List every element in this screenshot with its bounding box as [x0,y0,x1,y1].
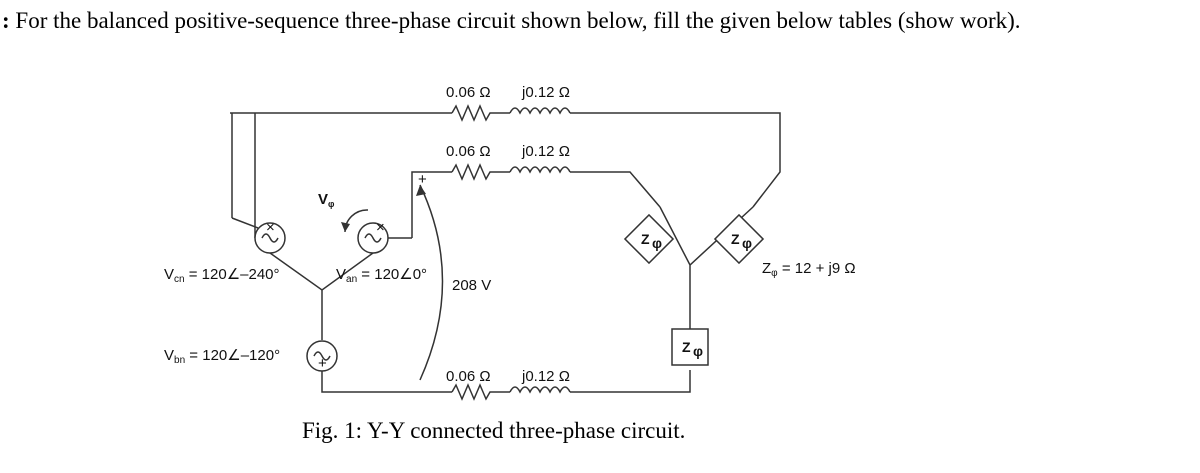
figure-caption: Fig. 1: Y-Y connected three-phase circuit. [302,418,686,443]
svg-text:Vφ: $V_\varphi$ [318,191,335,209]
line-voltage-plus: + [418,171,427,188]
question-prefix: : [2,8,10,33]
wire-line-c-left [322,371,452,392]
load-b-sub: φ [742,235,753,251]
load-impedance-a [625,215,673,263]
inductor-line-2 [510,167,570,172]
svg-text:Vbn = 120∠–120°: $V_{bn}$ = 120∠–120° [164,347,281,366]
inductor-line-1 [510,108,570,113]
wire-line-1-right [570,113,780,207]
wire-line-2-right [570,172,660,207]
load-b-label: Z [731,231,740,247]
load-c-sub: φ [693,343,704,359]
resistor-line-2 [452,165,510,179]
question-body: For the balanced positive-sequence three-phase circuit shown below, fill the given below tables (show work). [15,8,1021,33]
line-3-resistance-label: 0.06 Ω [446,368,491,385]
source-vcn-mark: × [266,219,275,236]
load-a-label: Z [641,231,650,247]
line-1-reactance-label: j0.12 Ω [522,84,570,101]
wire-vcn [232,218,258,228]
source-vbn-plus: + [318,355,327,372]
resistor-line-1 [452,106,510,120]
vphi-label [318,191,335,209]
load-c-label: Z [682,339,691,355]
vbn-label [164,347,280,366]
zphi-value-label [762,260,856,279]
source-van-mark: × [376,219,385,236]
inductor-line-3 [510,387,570,392]
van-label [336,266,427,285]
resistor-line-3 [452,385,510,399]
load-impedance-b [715,215,763,263]
line-1-resistance-label: 0.06 Ω [446,84,491,101]
svg-text:Vcn = 120∠–240°: $V_{cn}$ = 120∠–240° [164,266,280,285]
vphi-arrowhead-icon [341,222,350,232]
vcn-label [164,266,280,285]
wire-line-3-right [570,370,690,392]
svg-text:Zφ = 12 + j9 Ω: $Z_\varphi = 12 + j9$ Ω [762,260,856,279]
load-a-sub: φ [652,235,663,251]
line-2-resistance-label: 0.06 Ω [446,143,491,160]
load-impedance-c [672,329,708,365]
line-3-reactance-label: j0.12 Ω [522,368,570,385]
svg-text:Van = 120∠0°: $V_{an}$ = 120∠0° [336,266,428,285]
line-2-reactance-label: j0.12 Ω [522,143,570,160]
line-voltage-label: 208 V [452,277,492,294]
